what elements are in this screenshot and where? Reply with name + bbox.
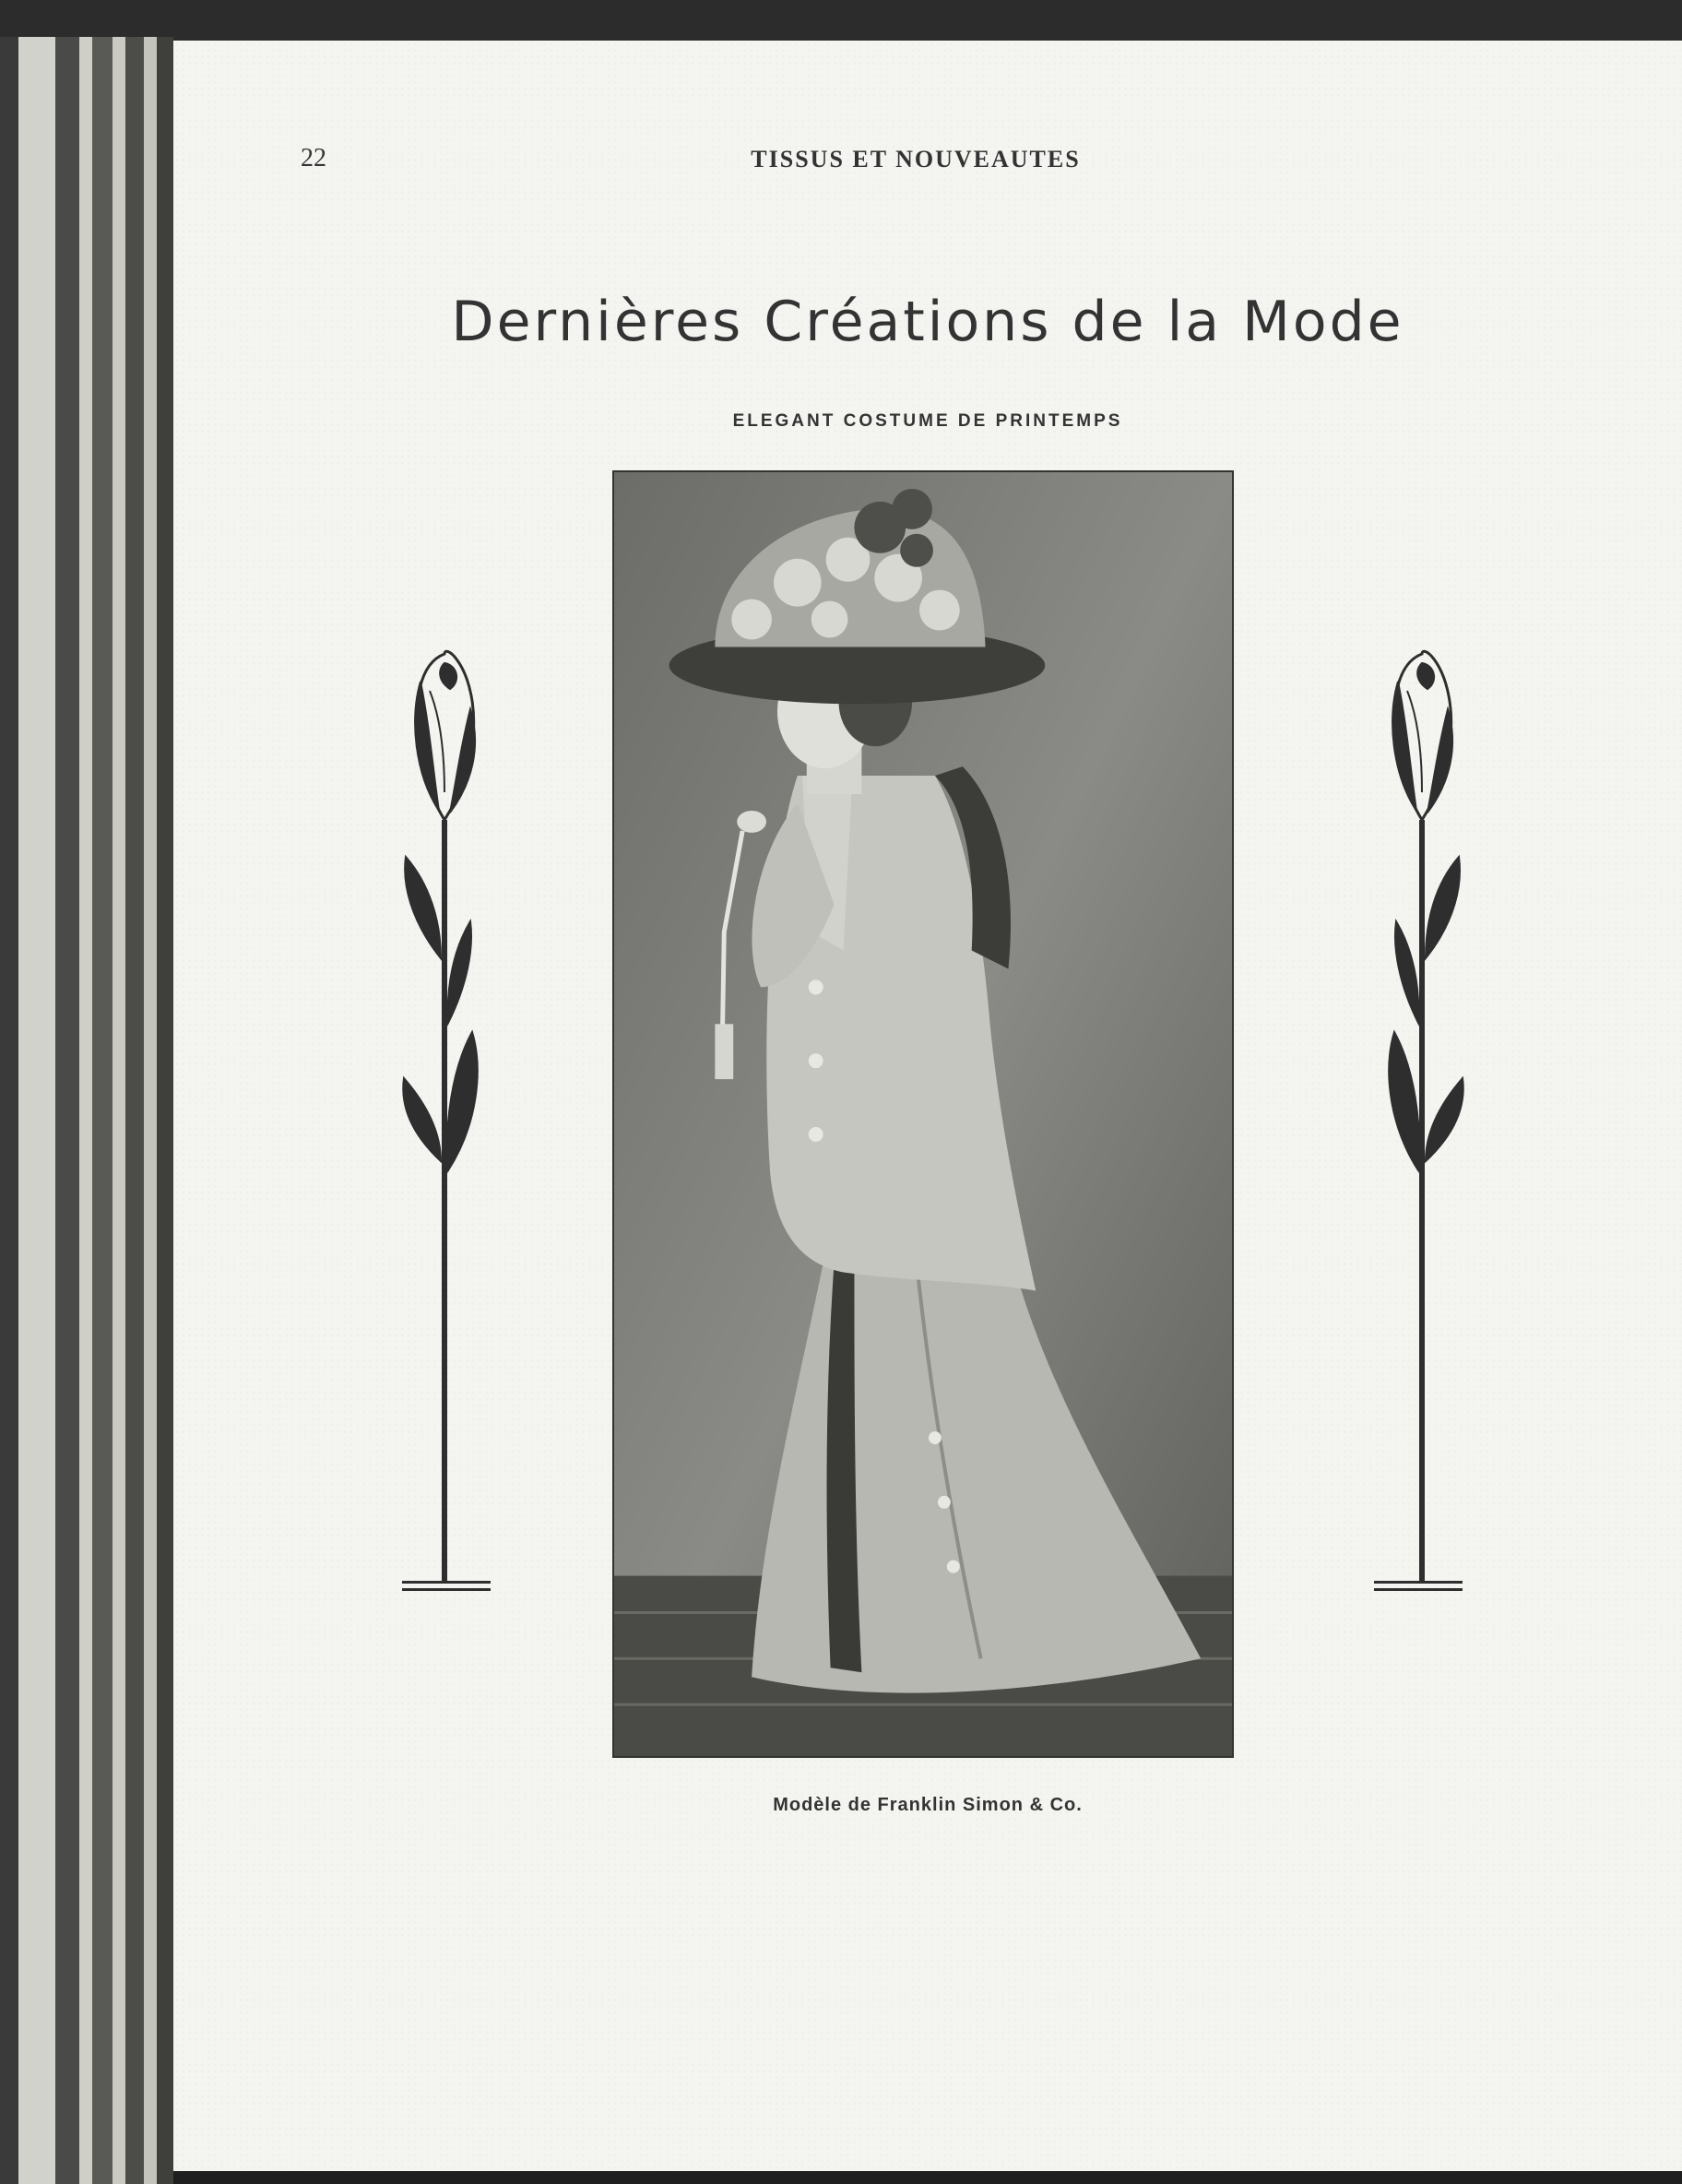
book-edge (79, 37, 92, 2184)
book-edge (157, 37, 173, 2184)
article-title: Dernières Créations de la Mode (451, 290, 1404, 354)
book-edge (113, 37, 125, 2184)
magazine-page (173, 41, 1682, 2171)
scan-top-border (0, 0, 1682, 42)
article-subtitle: ELEGANT COSTUME DE PRINTEMPS (732, 411, 1123, 431)
photo-caption: Modèle de Franklin Simon & Co. (773, 1795, 1083, 1815)
book-edge (55, 37, 79, 2184)
tulip-ornament-icon (393, 645, 494, 1604)
book-edge (0, 37, 18, 2184)
book-edge (144, 37, 157, 2184)
scan-bottom-border (173, 2171, 1682, 2184)
book-edge (125, 37, 144, 2184)
tulip-ornament-icon (1370, 645, 1472, 1604)
running-head: TISSUS ET NOUVEAUTES (751, 146, 1081, 172)
book-edge (18, 37, 55, 2184)
page-number: 22 (301, 144, 326, 172)
book-edge (92, 37, 113, 2184)
fashion-photograph (612, 470, 1234, 1758)
